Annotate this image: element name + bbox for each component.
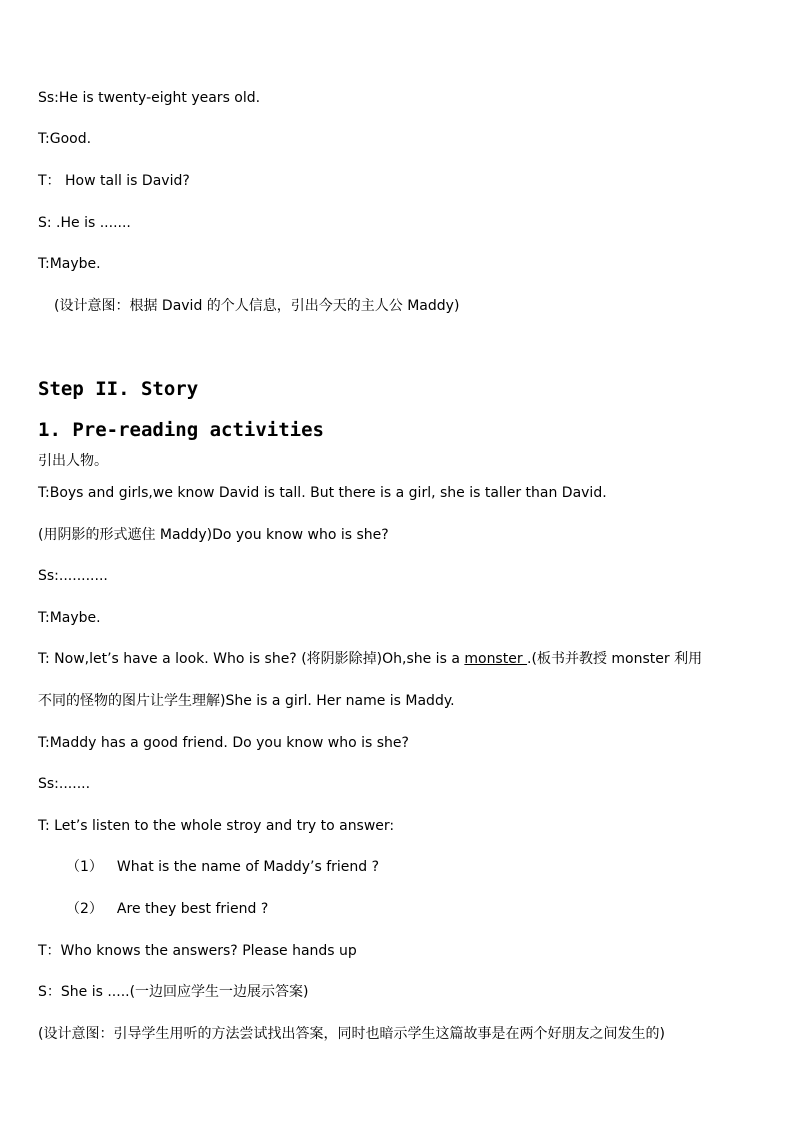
section-heading-pre-reading: 1. Pre-reading activities <box>38 419 324 441</box>
dialogue-line-hands-up: T：Who knows the answers? Please hands up <box>38 943 357 959</box>
reveal-text-end: .(板书并教授 monster 利用 <box>527 651 703 667</box>
dialogue-line-maybe: T:Maybe. <box>38 256 101 272</box>
question-2 <box>66 900 268 918</box>
step-heading: Step II. Story <box>38 378 199 400</box>
dialogue-line-her-name: 不同的怪物的图片让学生理解)She is a girl. Her name is Maddy. <box>38 693 455 709</box>
dialogue-line-students-pause: Ss:........... <box>38 568 108 584</box>
reveal-text-start: T: Now,let’s have a look. Who is she? (将阴影除掉)Oh,she is a <box>38 651 465 667</box>
question-2-number: （2） <box>66 901 103 917</box>
question-1-text: What is the name of Maddy’s friend ? <box>116 859 380 875</box>
design-intent-note-1: (设计意图：根据 David 的个人信息，引出今天的主人公 Maddy) <box>54 298 460 314</box>
dialogue-line-answer-height: S: .He is ....... <box>38 215 131 231</box>
dialogue-line-students-pause-2: Ss:....... <box>38 776 91 792</box>
dialogue-line-reveal <box>38 650 702 668</box>
question-1-number: （1） <box>66 859 103 875</box>
underlined-word-monster: monster <box>464 651 528 667</box>
dialogue-line-show-answer: S：She is .....(一边回应学生一边展示答案) <box>38 984 309 1000</box>
dialogue-line-good: T:Good. <box>38 131 92 147</box>
dialogue-line-good-friend: T:Maddy has a good friend. Do you know who is she? <box>38 735 409 751</box>
intro-characters: 引出人物。 <box>38 453 108 469</box>
question-2-text: Are they best friend ? <box>116 901 269 917</box>
question-1 <box>66 858 379 876</box>
dialogue-line-listen: T: Let’s listen to the whole stroy and try to answer: <box>38 818 395 834</box>
dialogue-line-maybe-2: T:Maybe. <box>38 610 101 626</box>
design-intent-note-2: (设计意图：引导学生用听的方法尝试找出答案，同时也暗示学生这篇故事是在两个好朋友之间发生的) <box>38 1026 665 1042</box>
dialogue-line-who-is-she: (用阴影的形式遮住 Maddy)Do you know who is she? <box>38 527 389 543</box>
dialogue-line-taller-girl: T:Boys and girls,we know David is tall. But there is a girl, she is taller than David. <box>38 485 607 501</box>
dialogue-line-age: Ss:He is twenty-eight years old. <box>38 90 261 106</box>
dialogue-line-question-height: T： How tall is David? <box>38 173 190 189</box>
